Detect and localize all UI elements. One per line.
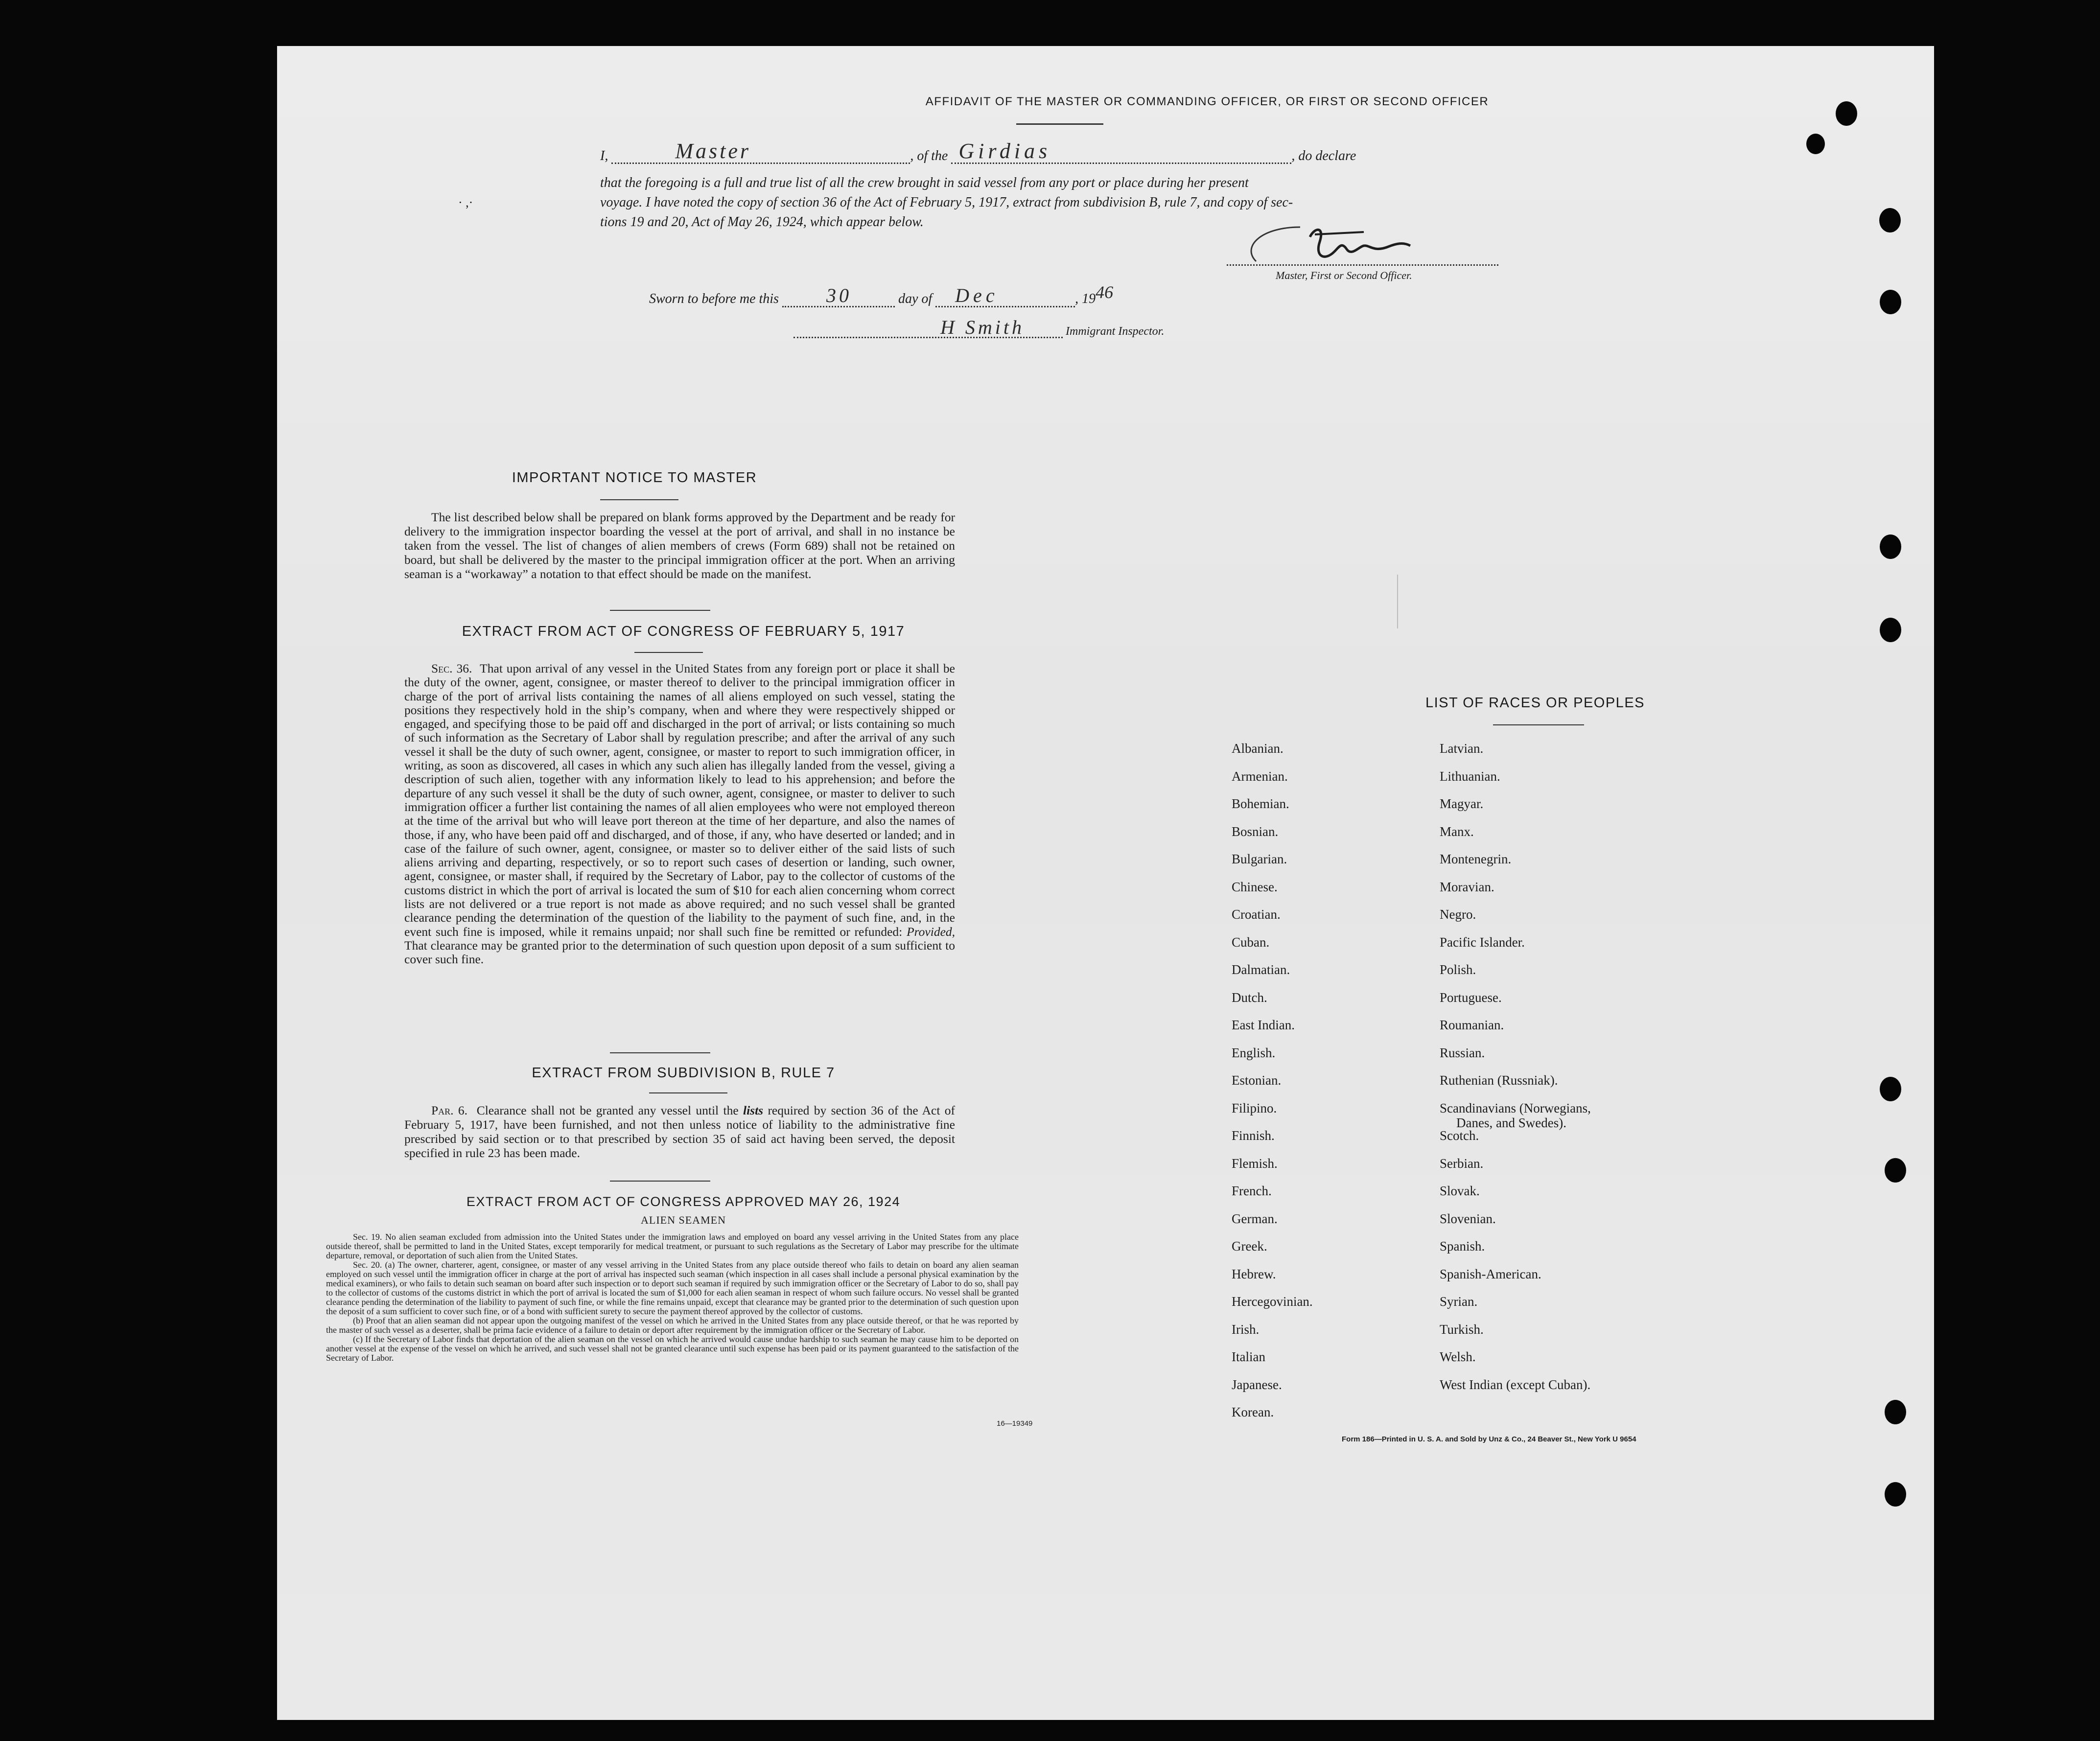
- subdivision-title: EXTRACT FROM SUBDIVISION B, RULE 7: [532, 1065, 835, 1081]
- sworn-line: [649, 282, 1114, 307]
- race-item: Danes, and Swedes).: [1456, 1115, 1566, 1130]
- year-prefix: , 19: [1075, 291, 1096, 306]
- race-item: Manx.: [1440, 824, 1474, 839]
- month-field: [935, 284, 1075, 307]
- race-item: Greek.: [1232, 1239, 1267, 1254]
- extract-1917-title: EXTRACT FROM ACT OF CONGRESS OF FEBRUARY 5, 1917: [462, 624, 905, 639]
- race-item: Finnish.: [1232, 1128, 1275, 1143]
- race-item: Montenegrin.: [1440, 852, 1512, 866]
- document-page: [277, 46, 1934, 1720]
- binder-hole: [1885, 1400, 1906, 1424]
- subdivision-end-divider: [610, 1181, 710, 1182]
- race-item: French.: [1232, 1184, 1272, 1198]
- race-item: Estonian.: [1232, 1073, 1282, 1088]
- race-item: Scotch.: [1440, 1128, 1479, 1143]
- binder-hole: [1879, 208, 1901, 232]
- form-footer-note: Form 186—Printed in U. S. A. and Sold by Unz & Co., 24 Beaver St., New York U 9654: [1342, 1435, 1636, 1443]
- section-20c-text: (c) If the Secretary of Labor finds that deportation of the alien seaman on the vessel on which he arrived would cause undue hardship to such seaman he may cause him to be deported on another vessel at the expense of the vessel on which he arrived, and such vessel shall not be granted clearance until such expense has been paid or its payment guaranteed to the satisfaction of the Secretary of Labor.: [326, 1334, 1019, 1363]
- race-item: Serbian.: [1440, 1156, 1484, 1171]
- i-label: I,: [600, 148, 608, 163]
- race-item: Bohemian.: [1232, 796, 1289, 811]
- race-item: Hercegovinian.: [1232, 1294, 1313, 1309]
- provided-word: Provided,: [907, 924, 956, 939]
- race-item: Cuban.: [1232, 934, 1270, 950]
- year-suffix: 46: [1096, 282, 1114, 302]
- declaration-line-4: tions 19 and 20, Act of May 26, 1924, which appear below.: [600, 214, 924, 230]
- race-item: Magyar.: [1440, 796, 1484, 811]
- race-item: English.: [1232, 1045, 1276, 1060]
- extract-1924-subtitle: ALIEN SEAMEN: [641, 1214, 726, 1226]
- race-item: Croatian.: [1232, 907, 1281, 922]
- race-item: Albanian.: [1232, 741, 1283, 756]
- race-item: Lithuanian.: [1440, 768, 1500, 784]
- race-item: Russian.: [1440, 1045, 1485, 1060]
- printer-code: 16—19349: [997, 1419, 1033, 1428]
- sworn-label: Sworn to before me this: [649, 291, 779, 306]
- race-item: German.: [1232, 1211, 1278, 1226]
- race-item: Polish.: [1440, 962, 1476, 977]
- race-item: Latvian.: [1440, 741, 1484, 756]
- race-item: Ruthenian (Russniak).: [1440, 1073, 1558, 1088]
- lists-word: lists: [743, 1103, 764, 1117]
- day-field: [782, 284, 895, 307]
- section-20a-text: Sec. 20. (a) The owner, charterer, agent, consignee, or master of any vessel arriving in the United States from any place outside thereof who fails to detain on board any alien seaman employed on such vessel until the immigration officer in charge at the port of arrival has inspected such seaman (which inspection in all cases shall include a personal physical examination by the medical examiners), or who fails to detain such seaman on board after such inspection or to deport such seaman if required by such immigration officer or the Secretary of Labor to do so, shall pay to the collector of customs of the customs district in which the port of arrival is located the sum of $1,000 for each alien seaman in respect of whom such failure occurs. No vessel shall be granted clearance pending the determination of the liability to payment of such fine, or while the fine remains unpaid, except that clearance may be granted prior to the determination of such question upon the deposit of a sum sufficient to cover such fine, or of a bond with sufficient surety to secure the payment thereof approved by the collector of customs.: [326, 1260, 1019, 1316]
- binder-hole: [1885, 1482, 1906, 1507]
- race-item: Spanish-American.: [1440, 1266, 1541, 1281]
- subdivision-body: [404, 1103, 955, 1160]
- day-of-label: day of: [898, 291, 933, 306]
- declaration-line-3: voyage. I have noted the copy of section 36 of the Act of February 5, 1917, extract from subdivision B, rule 7, and copy of sec-: [600, 195, 1293, 210]
- race-item: Negro.: [1440, 907, 1476, 922]
- race-item: Chinese.: [1232, 879, 1278, 894]
- race-item: Korean.: [1232, 1405, 1274, 1419]
- binder-hole: [1885, 1158, 1906, 1183]
- declaration-line-1: [600, 139, 1819, 164]
- races-left-column: [1232, 741, 1427, 1475]
- section-36-end: That clearance may be granted prior to the determination of such question upon deposit of a sum sufficient to cover such fine.: [404, 938, 955, 967]
- race-item: Portuguese.: [1440, 990, 1502, 1005]
- race-item: Dutch.: [1232, 990, 1267, 1005]
- vessel-field: [951, 139, 1291, 164]
- binder-hole: [1880, 534, 1901, 559]
- race-item: West Indian (except Cuban).: [1440, 1377, 1591, 1392]
- race-item: Slovak.: [1440, 1184, 1480, 1198]
- race-item: Irish.: [1232, 1322, 1260, 1337]
- of-the-label: , of the: [910, 148, 948, 163]
- officer-rank: Master: [675, 139, 751, 163]
- affidavit-title: AFFIDAVIT OF THE MASTER OR COMMANDING OFFICER, OR FIRST OR SECOND OFFICER: [925, 95, 1489, 108]
- race-item: Turkish.: [1440, 1322, 1484, 1337]
- title-divider: [1016, 123, 1103, 125]
- section-19-text: Sec. 19. No alien seaman excluded from admission into the United States under the immigration laws and employed on board any vessel arriving in the United States from any place outside thereof, shall be permitted to land in the United States, except temporarily for medical treatment, or pursuant to such regulations as the Secretary of Labor may prescribe for the ultimate departure, removal, or deportation of such alien from the United States.: [326, 1232, 1019, 1260]
- inspector-line: [793, 316, 1165, 338]
- extract-1917-divider: [634, 652, 703, 653]
- sworn-day: 30: [826, 284, 852, 306]
- section-20b-text: (b) Proof that an alien seaman did not appear upon the outgoing manifest of the vessel on which he arrived in the United States from any place outside thereof, or that he was reported by the master of such vessel as a deserter, shall be prima facie evidence of a failure to detain or deport after requirement by the immigration officer or the Secretary of Labor.: [326, 1316, 1019, 1335]
- race-item: Syrian.: [1440, 1294, 1478, 1309]
- extract-1917-body: [404, 662, 955, 967]
- par-6-label: Par. 6.: [431, 1103, 468, 1117]
- race-item: Scandinavians (Norwegians,: [1440, 1100, 1591, 1115]
- race-item: Flemish.: [1232, 1156, 1278, 1171]
- race-item: East Indian.: [1232, 1018, 1295, 1032]
- sworn-month: Dec: [955, 284, 999, 306]
- par-6-text-b: required by section 36 of the Act of February 5, 1917, have been furnished, and not then unless notice of liability to the administrative fine prescribed by said section or to that prescribed by section 35 of said act having been served, the deposit specified in rule 23 has been made.: [404, 1103, 956, 1160]
- notice-title: IMPORTANT NOTICE TO MASTER: [512, 470, 757, 486]
- master-caption: Master, First or Second Officer.: [1276, 269, 1412, 281]
- race-item: Italian: [1232, 1349, 1265, 1364]
- extract-1917-end-divider: [610, 1052, 710, 1053]
- section-36-text: That upon arrival of any vessel in the United States from any foreign port or place it shall be the duty of the owner, agent, consignee, or master thereof to deliver to the principal immigration officer in charge of the port of arrival lists containing the names of all aliens employed on such vessel, stating the positions they respectively hold in the ship’s company, when and where they were respectively shipped or engaged, and specifying those to be paid off and discharged in the port of arrival; or lists containing so much of such information as the Secretary of Labor shall by regulation prescribe; and after the arrival of any such vessel it shall be the duty of such owner, agent, consignee, or master to report to such immigration officer, in writing, as soon as discovered, all cases in which any such alien has illegally landed from the vessel, giving a description of such alien, together with any information likely to lead to his apprehension; and before the departure of any such vessel it shall be the duty of such owner, agent, consignee, or master to deliver to such immigration officer a further list containing the names of all alien employees who were not employed thereon at the time of the arrival but who will leave port thereon at the time of her departure, and also the names of those, if any, who have been paid off and discharged, and of those, if any, who have deserted or landed; and in case of the failure of such owner, agent, consignee, or master so to deliver either of the said lists of such aliens arriving and departing, respectively, or so to report such cases of desertion or landing, such owner, agent, consignee, or master shall, if required by the Secretary of Labor, pay to the collector of customs of the customs district in which the port of arrival is located the sum of $10 for each alien concerning whom correct lists are not delivered or a true report is not made as above required; and no such vessel shall be granted clearance pending the determination of the question of the liability to the payment of such fine, and, in the event such fine is imposed, while it remains unpaid; nor shall such fine be remitted or refunded:: [404, 661, 956, 939]
- master-signature-line: [1227, 264, 1498, 266]
- race-item: Filipino.: [1232, 1100, 1277, 1115]
- extract-1924-body: [326, 1232, 1019, 1363]
- inspector-field: [793, 316, 1063, 338]
- do-declare-label: , do declare: [1291, 148, 1356, 163]
- race-item: Japanese.: [1232, 1377, 1282, 1392]
- vessel-name: Girdias: [958, 139, 1051, 163]
- race-item: Slovenian.: [1440, 1211, 1496, 1226]
- binder-hole: [1806, 134, 1825, 154]
- binder-hole: [1880, 618, 1901, 642]
- rank-field: [611, 139, 910, 164]
- inspector-signature: H Smith: [940, 316, 1025, 338]
- extract-1924-title: EXTRACT FROM ACT OF CONGRESS APPROVED MAY 26, 1924: [466, 1194, 901, 1209]
- subdivision-divider: [649, 1092, 727, 1093]
- stray-mark: · ,·: [458, 195, 473, 209]
- race-item: Welsh.: [1440, 1349, 1476, 1364]
- race-item: Roumanian.: [1440, 1018, 1504, 1032]
- race-item: Bulgarian.: [1232, 852, 1287, 866]
- race-item: Pacific Islander.: [1440, 934, 1525, 950]
- race-item: Spanish.: [1440, 1239, 1485, 1254]
- inspector-caption: Immigrant Inspector.: [1066, 325, 1165, 338]
- notice-body: The list described below shall be prepared on blank forms approved by the Department and be ready for delivery to the immigration inspector boarding the vessel at the port of arrival, and shall in no instance be taken from the vessel. The list of changes of alien members of crews (Form 689) shall not be retained on board, but shall be delivered by the master to the principal immigration officer at the port. When an arriving seaman is a “workaway” a notation to that effect should be made on the manifest.: [404, 510, 955, 581]
- notice-divider: [600, 499, 678, 500]
- section-36-label: Sec. 36.: [431, 661, 472, 675]
- declaration-line-2: that the foregoing is a full and true list of all the crew brought in said vessel from any port or place during her present: [600, 175, 1249, 190]
- race-item: Bosnian.: [1232, 824, 1279, 839]
- notice-end-divider: [610, 610, 710, 611]
- race-item: Armenian.: [1232, 768, 1288, 784]
- races-right-column: [1440, 741, 1733, 1475]
- par-6-text-a: Clearance shall not be granted any vessel until the: [476, 1103, 739, 1117]
- races-divider: [1493, 724, 1584, 725]
- races-title: LIST OF RACES OR PEOPLES: [1425, 695, 1645, 711]
- binder-hole: [1836, 101, 1857, 126]
- binder-hole: [1880, 290, 1901, 314]
- race-item: Moravian.: [1440, 879, 1494, 894]
- race-item: Dalmatian.: [1232, 962, 1290, 977]
- race-item: Hebrew.: [1232, 1266, 1276, 1281]
- crease-mark: [1397, 575, 1398, 628]
- binder-hole: [1880, 1077, 1901, 1101]
